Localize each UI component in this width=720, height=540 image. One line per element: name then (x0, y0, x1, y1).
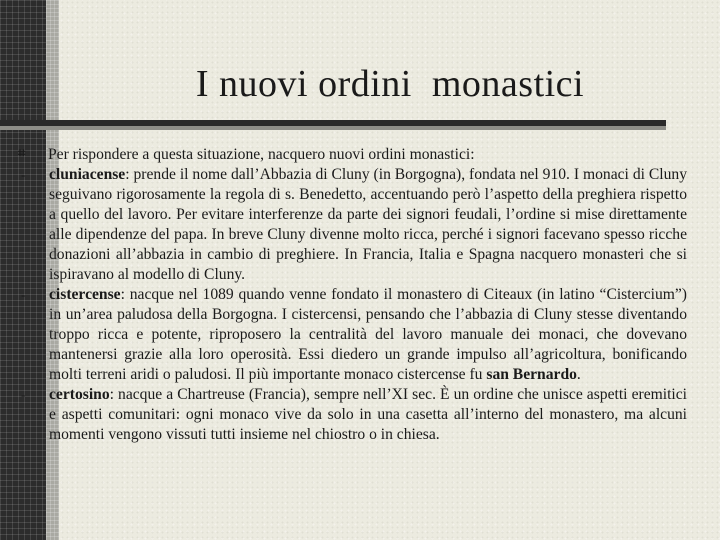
dash-marker: - (21, 387, 26, 402)
slide-title: I nuovi ordini monastici (195, 63, 585, 105)
list-item-certosino (20, 385, 687, 445)
list-item-text (49, 165, 687, 285)
description-cluniacense: : prende il nome dall’Abbazia di Cluny (in Borgogna), fondata nel 910. I monaci di Cluny seguivano rigorosamente la regola di s. Benedetto, accentuando però l’aspetto della preghiera rispetto a quello del lavoro. Per evitare interferenze da parte dei signori feudali, l’ordine si mise direttamente alle dipendenze del papa. In breve Cluny divenne molto ricca, perché i signori facevano spesso ricche donazioni all’abbazia in cambio di preghiere. In Francia, Italia e Spagna nacquero monasteri che si ispiravano al modello di Cluny. (49, 166, 687, 283)
intro-text: Per rispondere a questa situazione, nacquero nuovi ordini monastici: (48, 146, 475, 163)
term-cluniacense: cluniacense (49, 166, 126, 183)
list-item-cistercense (20, 285, 687, 385)
highlight-san-bernardo: san Bernardo (486, 366, 577, 383)
dash-marker: - (21, 287, 26, 302)
bullet-icon: ⌗ (18, 146, 26, 161)
intro-paragraph (20, 145, 687, 165)
list-item-text (49, 285, 687, 385)
description-tail: . (576, 366, 581, 383)
term-cistercense: cistercense (49, 286, 121, 303)
description-certosino: : nacque a Chartreuse (Francia), sempre nell’XI sec. È un ordine che unisce aspetti eremitici e aspetti comunitari: ogni monaco vive da solo in una casetta all’interno del monastero, ma alcuni momenti vengono vissuti tutti insieme nel chiostro o in chiesa. (49, 386, 687, 443)
list-item-text (49, 385, 687, 445)
dash-marker: - (21, 167, 26, 182)
title-rule-shadow (0, 126, 666, 130)
slide-body (20, 145, 687, 445)
list-item-cluniacense (20, 165, 687, 285)
description-cistercense: : nacque nel 1089 quando venne fondato il monastero di Citeaux (in latino “Cistercium”) in un’area paludosa della Borgogna. I cistercensi, pensando che l’abbazia di Cluny stesse diventando troppo ricca e potente, riproposero la centralità del lavoro manuale dei monaci, che dovevano mantenersi grazie alla loro operosità. Essi diedero un grande impulso all’agricoltura, bonificando molti terreni aridi o paludosi. Il più importante monaco cistercense fu (49, 286, 687, 383)
term-certosino: certosino (49, 386, 110, 403)
